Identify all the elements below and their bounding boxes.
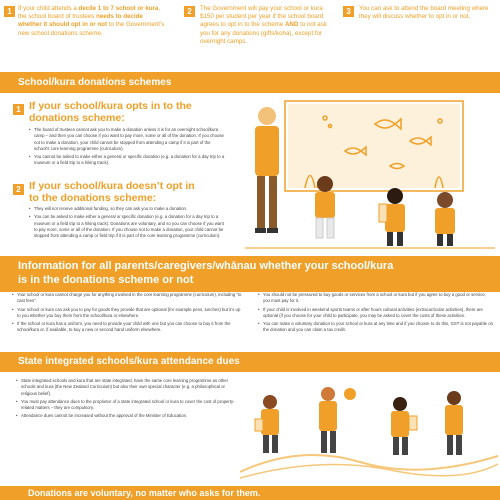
museum-illustration [245,96,495,251]
step-text: You can ask to attend the board meeting where they will discuss whether to opt in or not. [359,5,489,21]
bullet: • State integrated schools and kura that are state integrated, have the same core learning programme as other schools and kura (the New Zealand Curriculum) but also their own special character (e.g. a philosophical or religious belief). [16,378,236,397]
bullet: • They will not receive additional funding, so they can ask you to make a donation. [29,206,225,212]
children-walking-illustration [240,374,498,484]
step-text: The Government will pay your school or kura $150 per student per year if the school board agrees to opt in to the scheme AND to not ask you for any donations (gifts/koha), except for overnight camps. [200,5,327,45]
optin-heading: If your school/kura opts in to the donations scheme: [29,100,192,124]
bullet: • You cannot be asked to make either a general or specific donation (e.g. a donation for a day trip to a museum or a field trip to a hiking track). [29,154,225,167]
bullet: • You should not be pressured to buy goods or services from a school or kura but if you agree to buy a good or service, you must pay for it. [258,292,494,305]
bullet: • Your school or kura cannot charge you for anything involved in the core learning programme (curriculum), including “to cast fees”. [12,292,242,305]
info-right-bullets [258,292,494,336]
footer-banner: Donations are voluntary, no matter who asks for them. [0,486,500,500]
optout-heading: If your school/kura doesn’t opt in to the donations scheme: [29,180,195,204]
optin-number: 1 [13,104,24,115]
bullet: • You can make a voluntary donation to your school or kura at any time and if you choose to do this, GST is not payable on the donation and you can claim a tax credit. [258,321,494,334]
section-header-integrated-schools: State integrated schools/kura attendance dues [0,352,500,372]
bullet: • You must pay attendance dues to the proprietor of a state integrated school or kura to cover the cost of property-related matters – they are compulsory. [16,399,236,412]
step-number: 1 [4,6,15,17]
step-number: 3 [343,6,354,17]
info-left-bullets [12,292,242,336]
step-number: 2 [184,6,195,17]
bullet: • The board of trustees cannot ask you to make a donation unless it is for an overnight school/kura camp – and then you can choose if you want to pay more, some or all of the donation. If you choose not to make a donation, your child cannot be stopped from attending a camp if it is part of the school’s core learning programme (curriculum). [29,127,225,152]
bullet: • Your school or kura can ask you to pay for goods they provide that are optional (for example pens, lunches) but it’s up to you whether you buy them from the school/kura or elsewhere. [12,307,242,320]
bullet: • Attendance dues cannot be increased without the approval of the Minister of Education. [16,413,236,419]
bullet: • You can be asked to make either a general or specific donation (e.g. a donation for a day trip to a museum or a field trip to a hiking track). Donations are voluntary, and so you can choose if you want to pay more, some or all of the donation. If you choose not to make a donation, your child cannot be stopped from attending a camp or field trip if it is part of the core learning programme (curriculum). [29,214,225,239]
optout-bullets [29,206,225,241]
step-text: If your child attends a decile 1 to 7 school or kura, the school board of trustees needs to decide whether it should opt in or not to the Government’s new school donations scheme. [18,5,165,37]
section-header-all-parents: Information for all parents/caregivers/whānau whether your school/kura is in the donations scheme or not [0,256,500,292]
optin-bullets [29,127,225,169]
integrated-bullets [16,378,236,422]
bullet: • If your child is involved in weekend sports teams or after hours cultural activities (extracurricular activities), there are optional (if you choose for your child to participate, you may be asked to cover the costs of these activities. [258,307,494,320]
optout-number: 2 [13,184,24,195]
bullet: • If the school or kura has a uniform, you need to provide your child with one but you can choose to buy it from the school/kura or, if available, to buy a new or second hand uniform elsewhere. [12,321,242,334]
section-header-donations-schemes: School/kura donations schemes [0,72,500,93]
